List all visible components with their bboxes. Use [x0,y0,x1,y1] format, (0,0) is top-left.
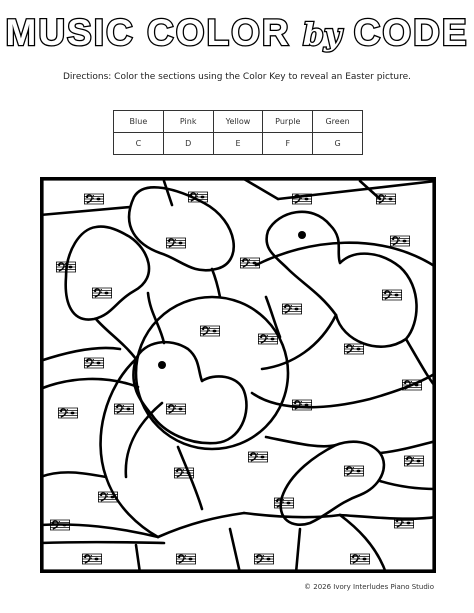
color-key-color: Green [313,111,363,133]
coloring-puzzle [40,177,436,573]
color-key-note: G [313,133,363,155]
color-key-color: Blue [114,111,164,133]
color-key-note: E [213,133,263,155]
title-music-color: MUSIC COLOR [5,12,303,53]
color-key-table [113,110,363,155]
color-key-color: Purple [263,111,313,133]
title-by: by [302,18,342,53]
color-key-note: D [163,133,213,155]
page-title [0,12,474,54]
chick-eye [158,361,166,369]
color-key-colors-row [114,111,363,133]
title-code: CODE [341,12,469,53]
copyright-text: © 2026 Ivory Interludes Piano Studio [304,583,434,591]
directions-text: Directions: Color the sections using the Color Key to reveal an Easter picture. [62,72,412,82]
chick-eye [298,231,306,239]
color-key-color: Yellow [213,111,263,133]
color-key-note: F [263,133,313,155]
color-key-color: Pink [163,111,213,133]
color-key-notes-row [114,133,363,155]
color-key-note: C [114,133,164,155]
